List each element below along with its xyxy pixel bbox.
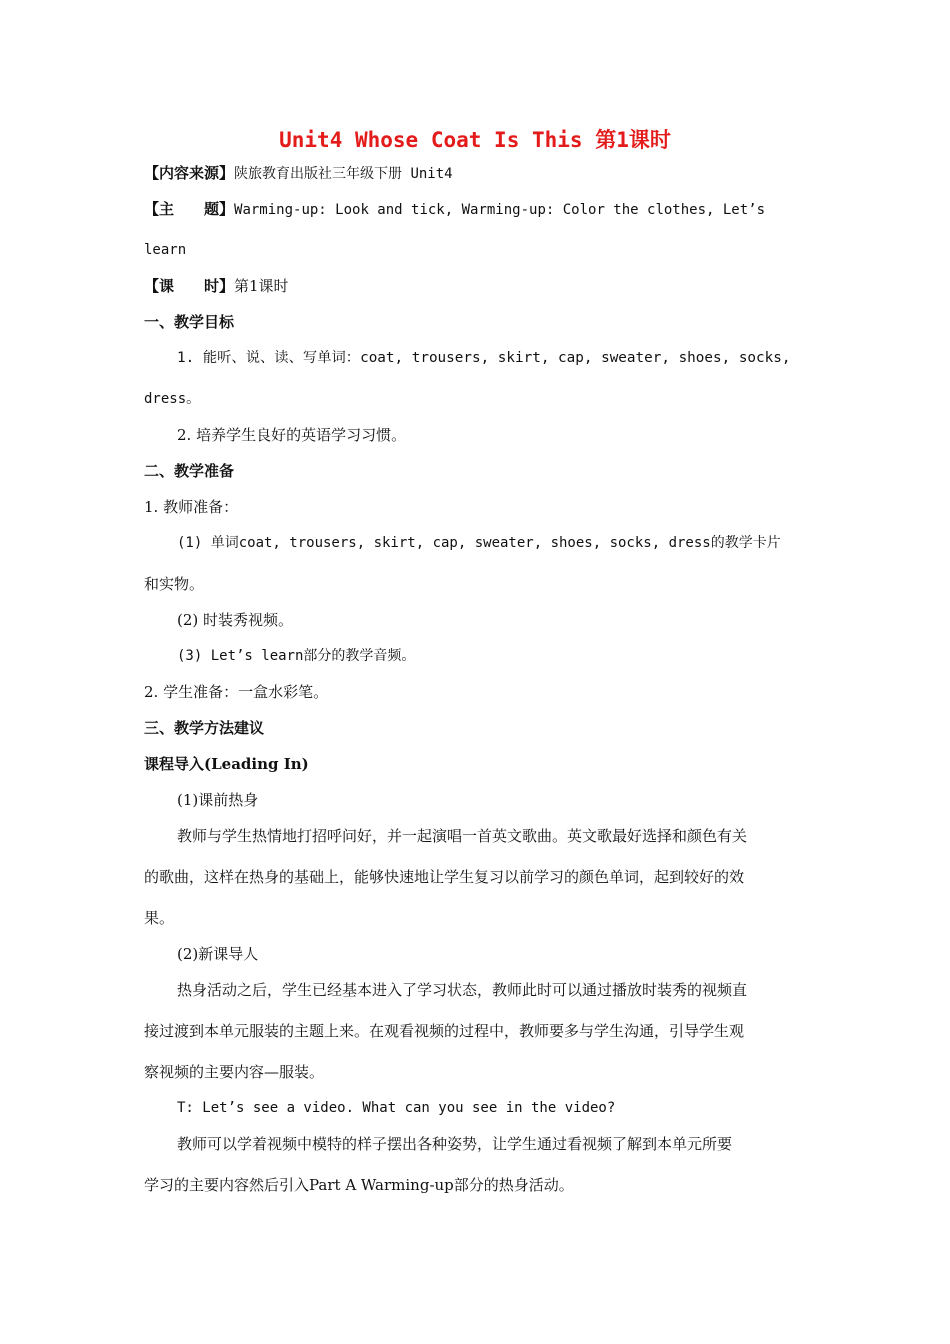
section1-heading: 一、教学目标 bbox=[144, 313, 235, 331]
document-title: Unit4 Whose Coat Is This 第1课时 bbox=[279, 128, 671, 152]
section3-heading: 三、教学方法建议 bbox=[144, 719, 265, 737]
new-lesson-title: (2)新课导人 bbox=[177, 945, 259, 963]
new-lesson-line3: 察视频的主要内容—服装。 bbox=[144, 1063, 325, 1081]
leading-in-heading: 课程导入(Leading In) bbox=[144, 755, 309, 773]
new-lesson-line1: 热身活动之后，学生已经基本进入了学习状态，教师此时可以通过播放时装秀的视频直 bbox=[177, 981, 748, 999]
teacher-prep-1-line1: (1) 单词coat, trousers, skirt, cap, sweater, shoes, socks, dress的教学卡片 bbox=[177, 535, 781, 551]
source-value: 陕旅教育出版社三年级下册 Unit4 bbox=[234, 166, 453, 182]
teacher-prep-2: (2) 时装秀视频。 bbox=[177, 611, 294, 629]
warmup-line2: 的歌曲，这样在热身的基础上，能够快速地让学生复习以前学习的颜色单词，起到较好的效 bbox=[144, 868, 745, 886]
warmup-line1: 教师与学生热情地打招呼问好，并一起演唱一首英文歌曲。英文歌最好选择和颜色有关 bbox=[177, 827, 748, 845]
student-prep: 2. 学生准备：一盒水彩笔。 bbox=[144, 683, 329, 701]
source-line bbox=[144, 163, 807, 184]
new-lesson-line2: 接过渡到本单元服装的主题上来。在观看视频的过程中，教师要多与学生沟通，引导学生观 bbox=[144, 1022, 745, 1040]
closing-line2: 学习的主要内容然后引入Part A Warming-up部分的热身活动。 bbox=[144, 1176, 574, 1194]
period-label: 【课 时】 bbox=[144, 277, 235, 295]
objective-1-line2: dress。 bbox=[144, 391, 201, 407]
section2-heading: 二、教学准备 bbox=[144, 462, 235, 480]
period-value: 第1课时 bbox=[234, 277, 289, 295]
warmup-line3: 果。 bbox=[144, 909, 175, 927]
dialog-line: T: Let’s see a video. What can you see in the video? bbox=[177, 1100, 616, 1116]
topic-value-1: Warming-up: Look and tick, Warming-up: Color the clothes, Let’s bbox=[234, 202, 766, 218]
warmup-title: (1)课前热身 bbox=[177, 791, 259, 809]
teacher-prep-3: (3) Let’s learn部分的教学音频。 bbox=[177, 648, 416, 664]
closing-line1: 教师可以学着视频中模特的样子摆出各种姿势，让学生通过看视频了解到本单元所要 bbox=[177, 1135, 733, 1153]
source-label: 【内容来源】 bbox=[144, 164, 235, 182]
teacher-prep-1-line2: 和实物。 bbox=[144, 575, 205, 593]
objective-2: 2. 培养学生良好的英语学习习惯。 bbox=[177, 426, 407, 444]
topic-line bbox=[144, 199, 807, 220]
objective-1-line1: 1. 能听、说、读、写单词：coat, trousers, skirt, cap, sweater, shoes, socks, bbox=[177, 350, 791, 366]
topic-label: 【主 题】 bbox=[144, 200, 235, 218]
topic-value-2: learn bbox=[144, 242, 187, 258]
period-line bbox=[144, 276, 807, 296]
teacher-prep: 1. 教师准备： bbox=[144, 498, 239, 516]
